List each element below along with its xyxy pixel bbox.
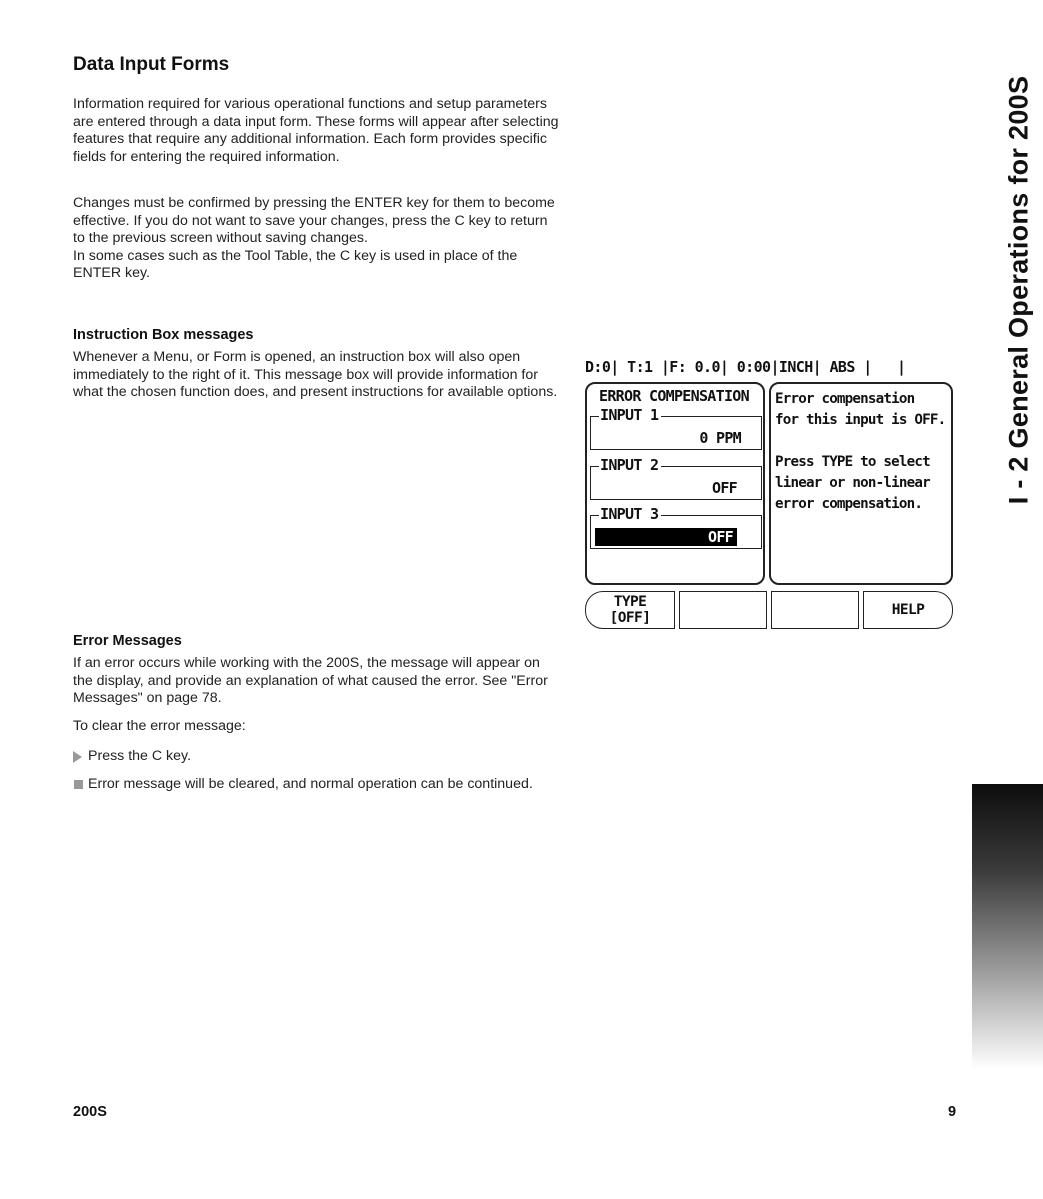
softkey-label: TYPE [OFF] bbox=[609, 594, 651, 626]
input-3-field[interactable] bbox=[590, 505, 762, 549]
instruction-box bbox=[769, 382, 953, 585]
input-1-field[interactable] bbox=[590, 406, 762, 450]
field-value-selected: OFF bbox=[595, 528, 737, 546]
paragraph-text: In some cases such as the Tool Table, the C key is used in place of the ENTER key. bbox=[73, 247, 518, 282]
paragraph-text: Information required for various operational functions and setup parameters are entered through a data input form. These forms will appear after selecting features that require any additional information. Each form provides specific fields for entering the required information. bbox=[73, 96, 559, 165]
error-messages-heading: Error Messages bbox=[73, 633, 182, 649]
field-value: OFF bbox=[712, 479, 737, 497]
softkey-type[interactable] bbox=[585, 591, 675, 629]
clear-intro-text: To clear the error message: bbox=[73, 717, 246, 734]
section-title: Data Input Forms bbox=[73, 54, 230, 75]
intro-paragraph-1 bbox=[73, 96, 563, 166]
instruction-box-section bbox=[73, 327, 563, 402]
form-title: ERROR COMPENSATION bbox=[599, 387, 749, 405]
instruction-box-message: Error compensation for this input is OFF. Press TYPE to select linear or non-linear error compensation. bbox=[775, 391, 946, 512]
result-text: Error message will be cleared, and normal operation can be continued. bbox=[88, 776, 533, 792]
softkey-blank-2[interactable] bbox=[679, 591, 767, 629]
result-item bbox=[73, 776, 563, 794]
field-label: INPUT 1 bbox=[599, 406, 661, 424]
input-2-field[interactable] bbox=[590, 456, 762, 500]
paragraph-text: Changes must be confirmed by pressing the ENTER key for them to become effective. If you do not want to save your changes, press the C key to return to the previous screen without saving changes. bbox=[73, 195, 555, 247]
step-item bbox=[73, 748, 563, 766]
instruction-box-heading: Instruction Box messages bbox=[73, 327, 254, 343]
footer-product: 200S bbox=[73, 1104, 107, 1120]
field-label: INPUT 3 bbox=[599, 505, 661, 523]
chapter-side-title: I - 2 General Operations for 200S bbox=[1003, 75, 1034, 505]
field-label: INPUT 2 bbox=[599, 456, 661, 474]
chapter-thumb-tab bbox=[972, 784, 1043, 1069]
instruction-box-text: Whenever a Menu, or Form is opened, an instruction box will also open immediately to the right of it. This message box will provide information for what the chosen function does, and present instructions for available options. bbox=[73, 349, 558, 401]
field-value: 0 PPM bbox=[699, 429, 741, 447]
softkey-label: HELP bbox=[891, 602, 925, 618]
intro-paragraph-2 bbox=[73, 195, 563, 283]
error-messages-text: If an error occurs while working with the 200S, the message will appear on the display, and provide an explanation of what caused the error. See "Error Messages" on page 78. bbox=[73, 655, 548, 707]
dro-display bbox=[585, 355, 955, 635]
step-text: Press the C key. bbox=[88, 748, 192, 764]
form-panel bbox=[585, 382, 765, 585]
softkey-help[interactable] bbox=[863, 591, 953, 629]
error-messages-section bbox=[73, 633, 563, 735]
softkey-bar bbox=[585, 591, 955, 629]
status-bar: D:0| T:1 |F: 0.0| 0:00|INCH| ABS | | bbox=[585, 358, 906, 376]
softkey-blank-3[interactable] bbox=[771, 591, 859, 629]
page-number: 9 bbox=[948, 1104, 957, 1120]
